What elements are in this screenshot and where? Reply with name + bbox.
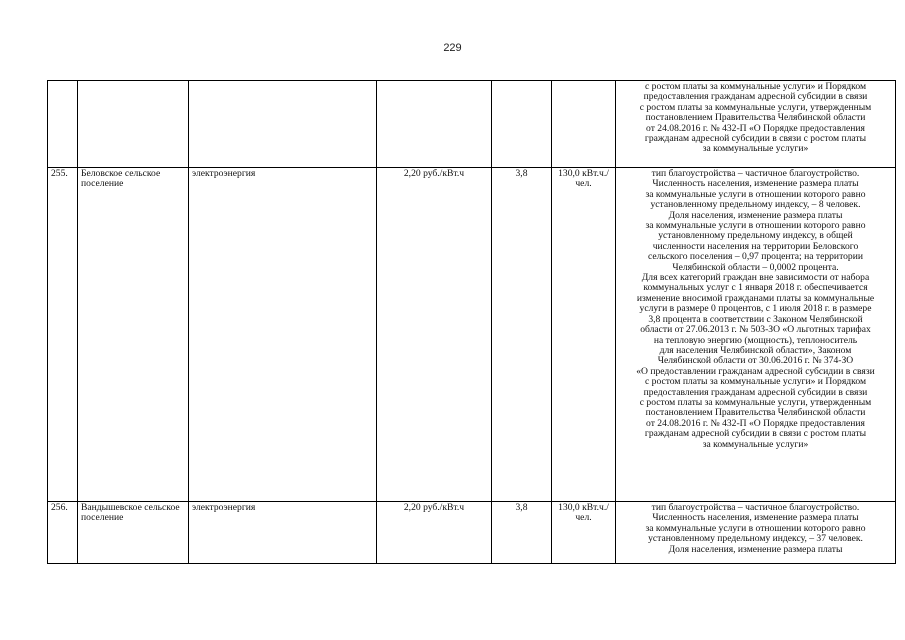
note-line: установленному предельному индексу, – 37 человек. — [648, 533, 863, 545]
note-cell — [616, 81, 896, 168]
table-row — [48, 81, 896, 168]
note-line: тип благоустройства – частичное благоустройство. — [651, 168, 860, 179]
note-line: предоставления гражданам адресной субсидии в связи — [643, 386, 868, 398]
note-line: постановлением Правительства Челябинской области — [645, 112, 866, 124]
settlement-name-cell — [78, 81, 189, 168]
page-number: 229 — [443, 42, 462, 54]
consumption-volume-cell: 130,0 кВт.ч./чел. — [552, 502, 616, 564]
note-line: сельского поселения – 0,97 процента; на территории — [647, 251, 863, 263]
consumption-volume-cell: 130,0 кВт.ч./чел. — [552, 168, 616, 502]
note-line: с ростом платы за коммунальные услуги» и Порядком — [644, 81, 867, 92]
note-line: от 24.08.2016 г. № 432-П «О Порядке предоставления — [646, 122, 865, 134]
settlement-name-cell: Беловское сельское поселение — [78, 168, 189, 502]
settlement-name-cell: Вандышевское сельское поселение — [78, 502, 189, 564]
note-line: с ростом платы за коммунальные услуги, утвержденным — [639, 101, 872, 113]
note-line: Численность населения, изменение размера платы — [652, 178, 859, 190]
note-line: для населения Челябинской области», Законом — [659, 344, 852, 356]
note-line: тип благоустройства – частичное благоустройство. — [651, 502, 860, 513]
tariff-rate-cell: 2,20 руб./кВт.ч — [377, 502, 492, 564]
note-line: коммунальных услуг с 1 января 2018 г. обеспечивается — [643, 282, 868, 294]
price-index-cell: 3,8 — [492, 168, 552, 502]
note-line: от 24.08.2016 г. № 432-П «О Порядке предоставления — [646, 417, 865, 429]
row-number-cell: 256. — [48, 502, 78, 564]
table-row — [48, 168, 896, 502]
note-line: Доля населения, изменение размера платы — [668, 209, 843, 221]
note-line: предоставления гражданам адресной субсидии в связи — [643, 91, 868, 103]
note-line: 3,8 процента в соответствии с Законом Челябинской — [648, 313, 863, 325]
note-line: гражданам адресной субсидии в связи с ростом платы — [644, 428, 867, 440]
note-line: за коммунальные услуги в отношении которого равно — [645, 188, 866, 200]
note-line: гражданам адресной субсидии в связи с ростом платы — [644, 133, 867, 145]
note-cell — [616, 502, 896, 564]
price-index-cell: 3,8 — [492, 502, 552, 564]
note-line: численности населения на территории Беловского — [652, 240, 859, 252]
row-number-cell: 255. — [48, 168, 78, 502]
note-line: установленному предельному индексу, – 8 человек. — [650, 199, 861, 211]
consumption-volume-cell — [552, 81, 616, 168]
note-line: Численность населения, изменение размера платы — [652, 512, 859, 524]
note-cell — [616, 168, 896, 502]
note-line: услуги в размере 0 процентов, с 1 июля 2018 г. в размере — [639, 303, 872, 315]
note-line: Челябинской области – 0,0002 процента. — [672, 261, 839, 273]
note-line: постановлением Правительства Челябинской области — [645, 407, 866, 419]
price-index-cell — [492, 81, 552, 168]
service-type-cell: электроэнергия — [189, 502, 377, 564]
note-line: Челябинской области от 30.06.2016 г. № 374-ЗО — [657, 355, 854, 367]
tariff-table — [47, 80, 896, 564]
note-line: на тепловую энергию (мощность), теплоноситель — [653, 334, 858, 346]
note-line: за коммунальные услуги в отношении которого равно — [645, 522, 866, 534]
note-line: за коммунальные услуги» — [702, 438, 809, 450]
note-line: области от 27.06.2013 г. № 503-ЗО «О льготных тарифах — [640, 324, 871, 336]
note-line: установленному предельному индексу, в общей — [658, 230, 853, 242]
table-row — [48, 502, 896, 564]
row-number-cell — [48, 81, 78, 168]
note-line: за коммунальные услуги» — [702, 143, 809, 155]
service-type-cell: электроэнергия — [189, 168, 377, 502]
service-type-cell — [189, 81, 377, 168]
note-line: «О предоставлении гражданам адресной субсидии в связи — [636, 365, 875, 377]
note-line: Для всех категорий граждан вне зависимости от набора — [641, 272, 870, 284]
note-line: за коммунальные услуги в отношении которого равно — [645, 220, 866, 232]
tariff-rate-cell: 2,20 руб./кВт.ч — [377, 168, 492, 502]
note-line: с ростом платы за коммунальные услуги» и Порядком — [644, 376, 867, 388]
note-line: изменение вносимой гражданами платы за коммунальные — [636, 292, 875, 304]
note-line: Доля населения, изменение размера платы — [668, 543, 843, 555]
table-body — [48, 81, 896, 564]
tariff-rate-cell — [377, 81, 492, 168]
note-line: с ростом платы за коммунальные услуги, утвержденным — [639, 396, 872, 408]
